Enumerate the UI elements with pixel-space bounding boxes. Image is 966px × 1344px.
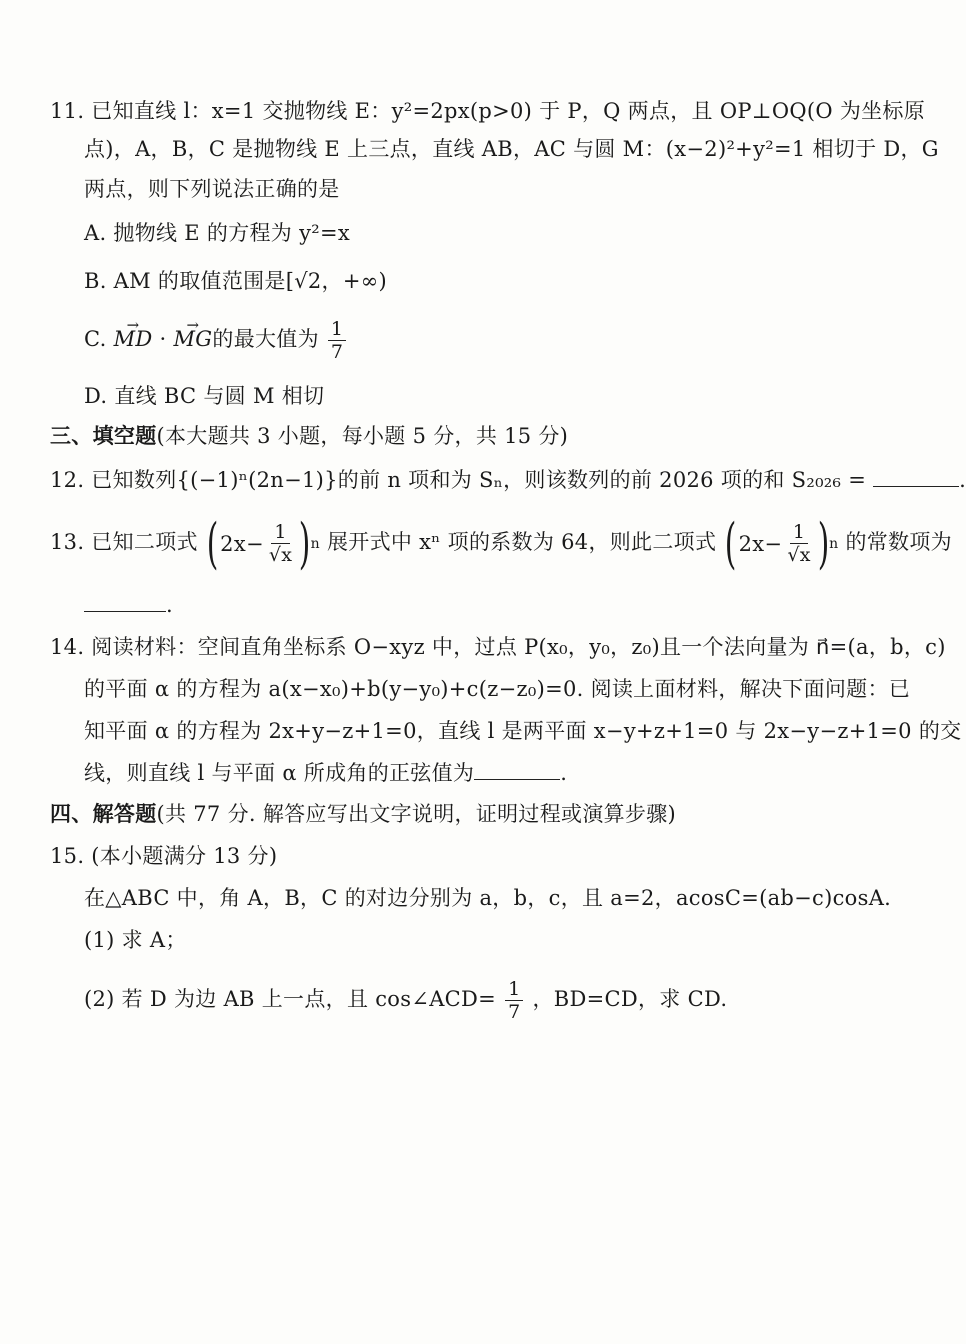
section4-title: 四、解答题 bbox=[50, 801, 157, 826]
right-paren: ) bbox=[299, 511, 311, 575]
q11-number: 11. bbox=[50, 99, 85, 123]
q15-number: 15. bbox=[50, 844, 85, 868]
q15-header-line bbox=[50, 841, 277, 871]
dot-operator: · bbox=[159, 327, 167, 351]
fraction-numerator: 1 bbox=[328, 318, 346, 341]
q11-text-line2: 点)，A，B，C 是抛物线 E 上三点，直线 AB，AC 与圆 M：(x−2)²+y²=1 相切于 D，G bbox=[84, 137, 939, 161]
q15-stem: 在△ABC 中，角 A，B，C 的对边分别为 a，b，c，且 a=2，acosC=(ab−c)cosA. bbox=[84, 886, 892, 910]
fraction-one-seventh bbox=[328, 318, 346, 363]
q14-text-line4: 线，则直线 l 与平面 α 所成角的正弦值为 bbox=[84, 761, 475, 785]
q14-line1 bbox=[50, 632, 946, 662]
q15-part2 bbox=[84, 978, 727, 1023]
binomial-numerator: 1 bbox=[790, 521, 808, 544]
binomial-expression-1 bbox=[205, 511, 320, 575]
q15-part1: (1) 求 A； bbox=[84, 928, 187, 952]
left-paren: ( bbox=[725, 511, 737, 575]
section3-note: (本大题共 3 小题，每小题 5 分，共 15 分) bbox=[156, 424, 569, 448]
q14-period: . bbox=[560, 761, 568, 785]
vector-md: → MD bbox=[114, 324, 153, 354]
q14-text-line2: 的平面 α 的方程为 a(x−x₀)+b(y−y₀)+c(z−z₀)=0. 阅读上面材料，解决下面问题：已 bbox=[84, 677, 911, 701]
q15-part2-suffix: ，BD=CD，求 CD. bbox=[532, 987, 728, 1011]
q12-text: 已知数列{(−1)ⁿ(2n−1)}的前 n 项和为 Sₙ，则该数列的前 2026 项的和 S₂₀₂₆ = bbox=[91, 468, 867, 492]
q11-option-c-label: C. bbox=[84, 327, 107, 351]
binomial-power: n bbox=[829, 535, 839, 552]
q11-option-a: A. 抛物线 E 的方程为 y²=x bbox=[84, 221, 350, 245]
q15-header: (本小题满分 13 分) bbox=[91, 844, 278, 868]
q11-text-line1: 已知直线 l：x=1 交抛物线 E：y²=2px(p>0) 于 P，Q 两点，且 OP⊥OQ(O 为坐标原 bbox=[91, 99, 926, 123]
q14-number: 14. bbox=[50, 635, 85, 659]
binomial-fraction bbox=[266, 521, 295, 566]
q14-text-line1: 阅读材料：空间直角坐标系 O−xyz 中，过点 P(x₀，y₀，z₀)且一个法向量为 n⃗=(a，b，c) bbox=[91, 635, 946, 659]
fraction-one-seventh bbox=[505, 978, 523, 1023]
section4-note: (共 77 分. 解答应写出文字说明，证明过程或演算步骤) bbox=[156, 802, 677, 826]
vector-mg: → MG bbox=[174, 324, 213, 354]
q14-text-line3: 知平面 α 的方程为 2x+y−z+1=0，直线 l 是两平面 x−y+z+1=0 与 2x−y−z+1=0 的交 bbox=[84, 719, 962, 743]
fraction-numerator: 1 bbox=[505, 978, 523, 1001]
q13-text1: 已知二项式 bbox=[91, 530, 198, 554]
section3-heading bbox=[50, 421, 568, 451]
q12-answer-blank[interactable] bbox=[873, 466, 959, 487]
q13-answer-blank[interactable] bbox=[84, 591, 166, 612]
q14-answer-blank[interactable] bbox=[474, 759, 560, 780]
q13-number: 13. bbox=[50, 530, 85, 554]
binomial-term: 2x− bbox=[738, 531, 783, 556]
q14-line4 bbox=[84, 758, 567, 788]
q11-line1 bbox=[50, 96, 925, 126]
binomial-denominator: √x bbox=[268, 544, 293, 566]
right-paren: ) bbox=[817, 511, 830, 575]
q13-text2: 展开式中 xⁿ 项的系数为 64，则此二项式 bbox=[326, 530, 717, 554]
binomial-power: n bbox=[310, 535, 320, 552]
q12-number: 12. bbox=[50, 468, 85, 492]
q11-option-d: D. 直线 BC 与圆 M 相切 bbox=[84, 384, 325, 408]
q11-text-line3: 两点，则下列说法正确的是 bbox=[84, 177, 340, 201]
fraction-denominator: 7 bbox=[508, 1001, 521, 1023]
binomial-fraction bbox=[784, 521, 813, 566]
q15-part2-prefix: (2) 若 D 为边 AB 上一点，且 cos∠ACD= bbox=[84, 987, 497, 1011]
binomial-term: 2x− bbox=[220, 531, 264, 556]
q13-line1 bbox=[50, 512, 952, 576]
q12-line bbox=[50, 465, 966, 495]
binomial-expression-2 bbox=[723, 511, 839, 575]
q13-text3: 的常数项为 bbox=[845, 530, 952, 554]
q11-option-c-text: 的最大值为 bbox=[212, 327, 319, 351]
q11-option-c bbox=[84, 318, 348, 363]
left-paren: ( bbox=[206, 511, 219, 575]
section4-heading bbox=[50, 799, 676, 829]
section3-title: 三、填空题 bbox=[50, 423, 157, 448]
q12-period: . bbox=[959, 468, 966, 492]
q13-line2 bbox=[84, 590, 173, 620]
q13-period: . bbox=[166, 593, 173, 617]
q11-option-b: B. AM 的取值范围是[√2，+∞) bbox=[84, 269, 388, 293]
fraction-denominator: 7 bbox=[330, 341, 344, 363]
binomial-denominator: √x bbox=[787, 544, 811, 566]
binomial-numerator: 1 bbox=[271, 521, 289, 544]
